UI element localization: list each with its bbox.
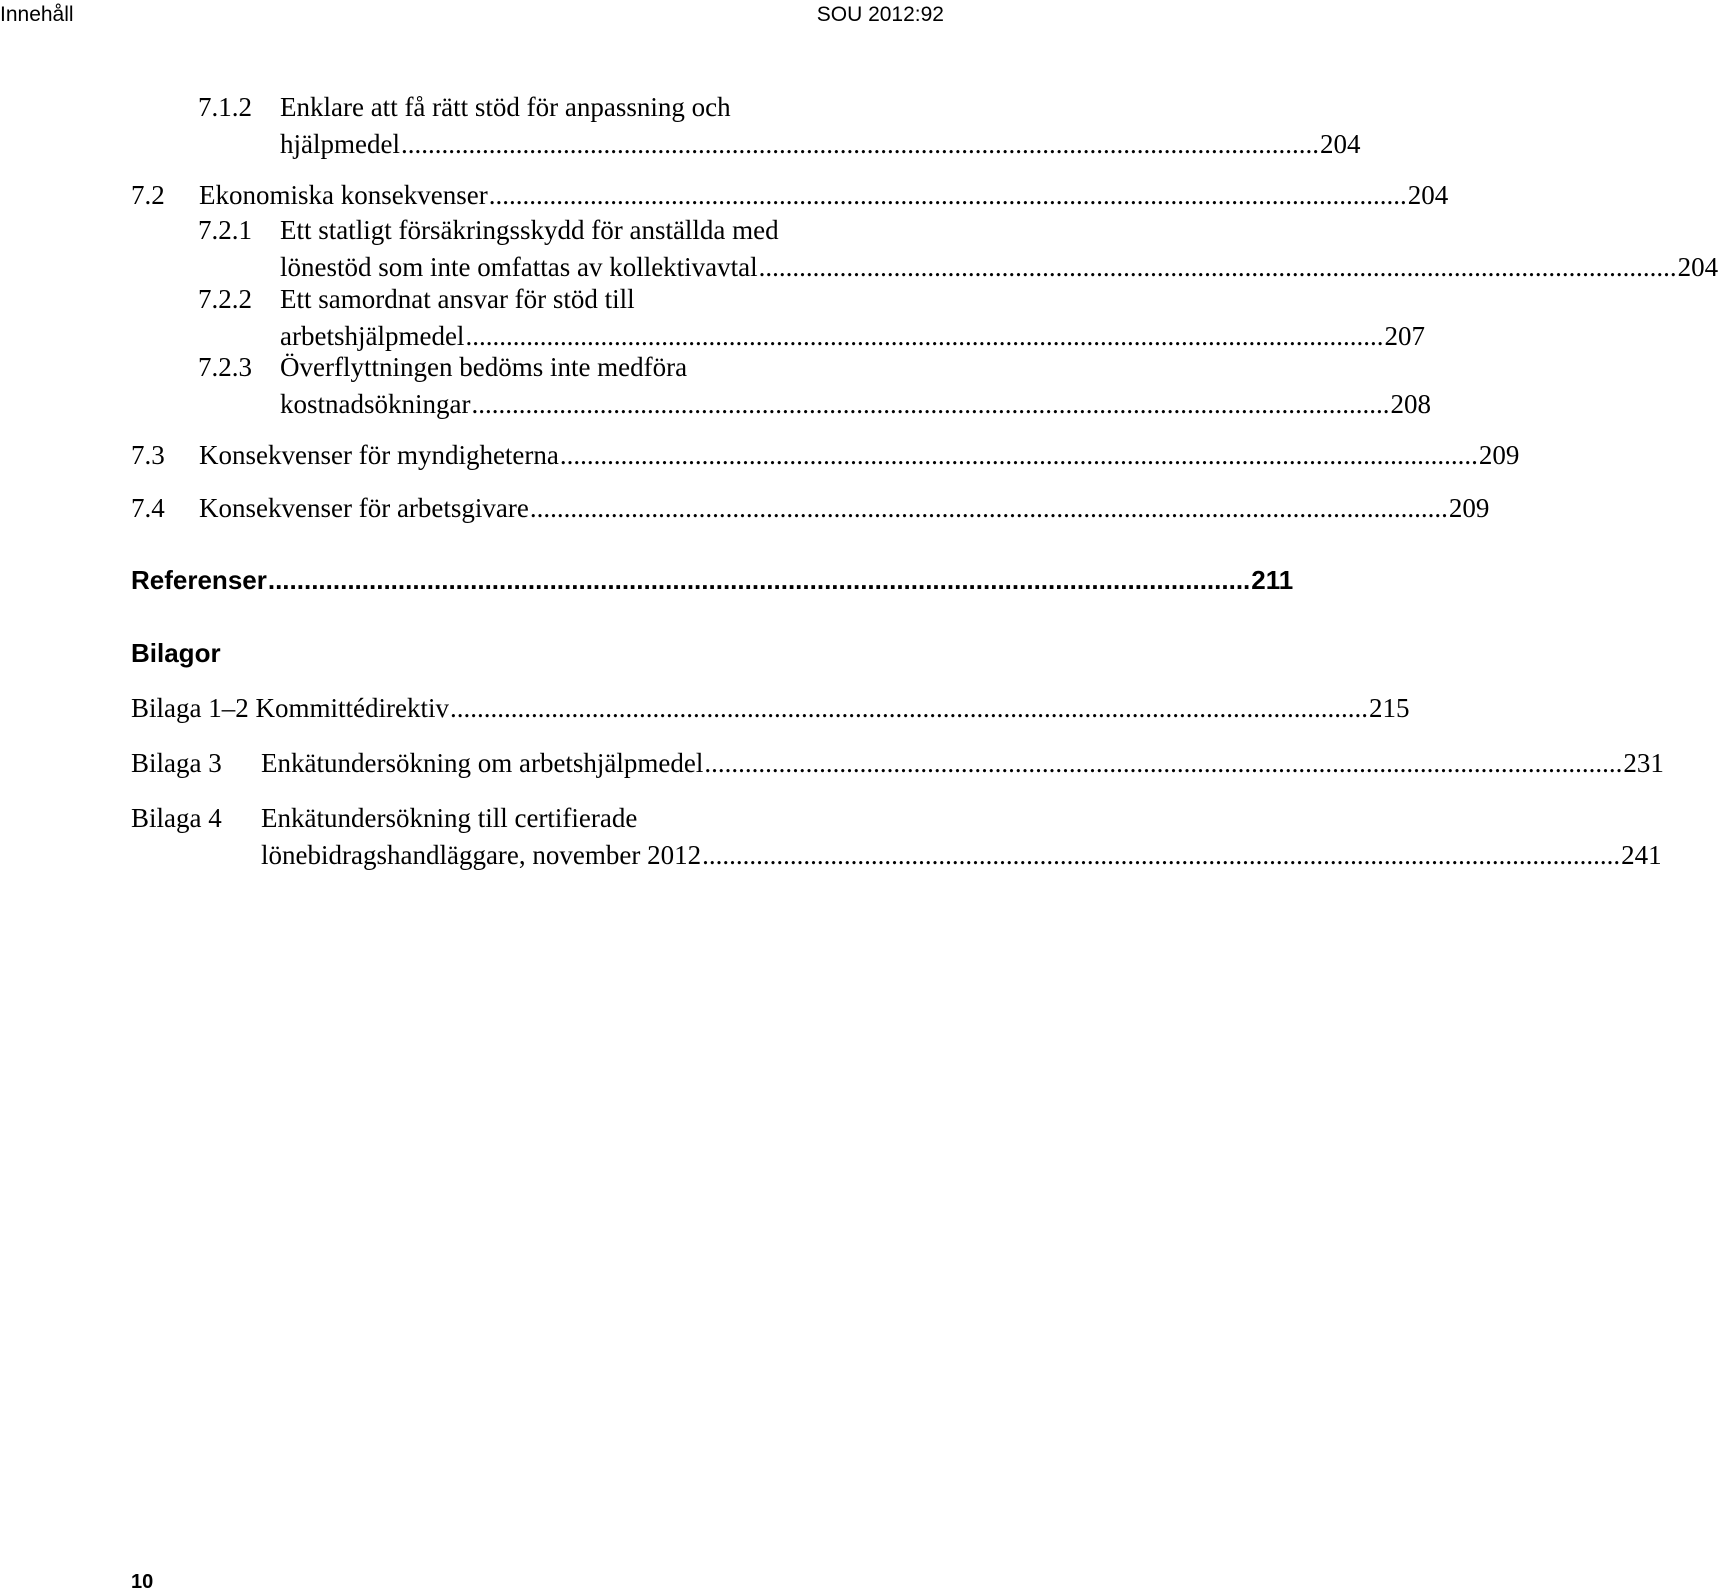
toc-entry-number: 7.3	[131, 440, 165, 470]
toc-entry-page: 209	[1448, 493, 1490, 523]
running-header-document-id: SOU 2012:92	[816, 3, 944, 26]
toc-entry-title: Enklare att få rätt stöd för anpassning och	[280, 92, 731, 122]
toc-entry-label: Bilaga 4	[131, 803, 222, 833]
toc-entry-page: 208	[1390, 389, 1431, 419]
toc-entry-number: 7.4	[131, 493, 165, 523]
dot-leader: ........................................................................................................................................	[449, 693, 1368, 723]
toc-entry-label: Bilaga 3	[131, 748, 222, 778]
dot-leader: ........................................................................................................................................	[529, 493, 1448, 523]
toc-entry-number: 7.2.1	[198, 215, 252, 245]
toc-entry-title: kostnadsökningar	[280, 389, 471, 419]
dot-leader: ........................................................................................................................................	[758, 252, 1677, 282]
dot-leader: ........................................................................................................................................	[702, 840, 1621, 870]
toc-entry-bilaga-1-2[interactable]	[131, 691, 1410, 728]
toc-entry-title: lönebidragshandläggare, november 2012	[261, 840, 702, 870]
toc-entry-page: 241	[1621, 840, 1662, 870]
toc-entry-page: 207	[1384, 321, 1425, 351]
toc-entry-page: 204	[1319, 129, 1361, 159]
dot-leader: ........................................................................................................................................	[267, 565, 1251, 595]
toc-entry-title: lönestöd som inte omfattas av kollektivavtal	[280, 252, 758, 282]
dot-leader: ........................................................................................................................................	[488, 180, 1407, 210]
running-header-section: Innehåll	[0, 3, 74, 26]
toc-entry-title: Enkätundersökning till certifierade	[261, 803, 638, 833]
toc-entry-page: 211	[1251, 565, 1294, 595]
dot-leader: ........................................................................................................................................	[400, 129, 1319, 159]
toc-entry-title: Ett samordnat ansvar för stöd till	[280, 284, 635, 314]
toc-entry-title: Ekonomiska konsekvenser	[199, 180, 488, 210]
toc-entry-number: 7.2.3	[198, 352, 252, 382]
toc-entry-title: Referenser	[131, 565, 267, 595]
toc-entry-title: hjälpmedel	[280, 129, 400, 159]
page-number: 10	[131, 1571, 154, 1593]
toc-entry-title: Överflyttningen bedöms inte medföra	[280, 352, 688, 382]
toc-entry-title: Enkätundersökning om arbetshjälpmedel	[261, 748, 704, 778]
toc-entry-page: 204	[1407, 180, 1449, 210]
toc-entry-referenser[interactable]	[131, 563, 1294, 600]
dot-leader: ........................................................................................................................................	[704, 748, 1623, 778]
dot-leader: ........................................................................................................................................	[465, 321, 1384, 351]
toc-entry-number: 7.2.2	[198, 284, 252, 314]
toc-entry-number: 7.1.2	[198, 92, 252, 122]
toc-entry-page: 204	[1677, 252, 1718, 282]
dot-leader: ........................................................................................................................................	[559, 440, 1478, 470]
toc-entry-title: Bilaga 1–2 Kommittédirektiv	[131, 693, 449, 723]
toc-entry-page: 209	[1478, 440, 1520, 470]
toc-entry-title: Konsekvenser för arbetsgivare	[199, 493, 529, 523]
dot-leader: ........................................................................................................................................	[471, 389, 1390, 419]
toc-entry-page: 215	[1368, 693, 1410, 723]
toc-entry-title: Ett statligt försäkringsskydd för anställda med	[280, 215, 779, 245]
toc-entry-number: 7.2	[131, 180, 165, 210]
toc-entry-page: 231	[1623, 748, 1664, 778]
bilagor-heading: Bilagor	[131, 638, 221, 668]
toc-entry-title: arbetshjälpmedel	[280, 321, 465, 351]
toc-entry-title: Konsekvenser för myndigheterna	[199, 440, 559, 470]
